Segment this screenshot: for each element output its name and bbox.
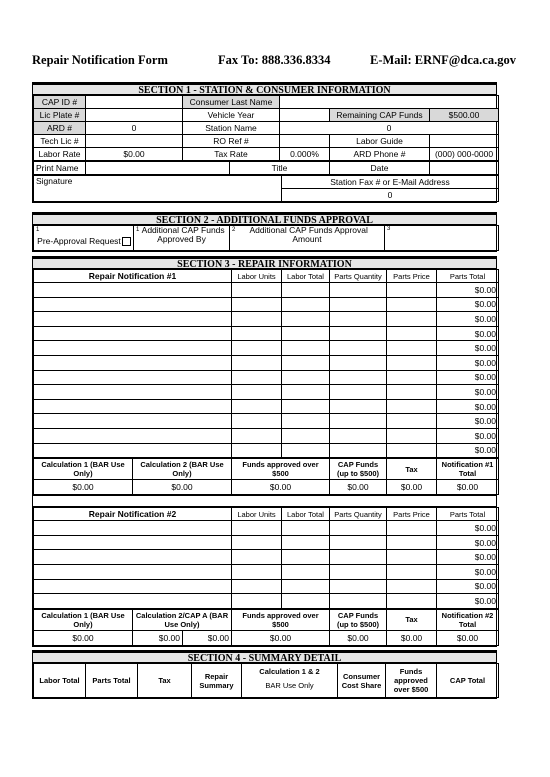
vehicle-year-field[interactable]	[280, 109, 330, 122]
summary-repair-summary-header: Repair Summary	[192, 664, 242, 698]
pre-approval-cell	[34, 226, 134, 251]
rn1-labor-units-cell[interactable]	[232, 283, 282, 298]
rn1-parts-total-cell: $0.00	[437, 341, 499, 356]
footnote-1b: 1	[136, 227, 140, 233]
section-2-title: SECTION 2 - ADDITIONAL FUNDS APPROVAL	[33, 213, 496, 225]
rn1-labor-total-cell[interactable]	[282, 312, 330, 327]
rn2-labor-total-cell[interactable]	[282, 594, 330, 609]
rn1-funds-over-value: $0.00	[232, 480, 330, 495]
rn1-labor-units-cell[interactable]	[232, 385, 282, 400]
rn2-row	[34, 564, 499, 579]
labor-rate-label: Labor Rate	[34, 148, 86, 161]
rn1-parts-quantity-cell[interactable]	[330, 312, 387, 327]
summary-calculation-header: Calculation 1 & 2	[259, 667, 320, 676]
rn1-description-cell[interactable]	[34, 428, 232, 443]
approval-amount-label: Additional CAP Funds Approval Amount	[249, 225, 368, 244]
rn1-cap-funds-value: $0.00	[330, 480, 387, 495]
rn1-parts-quantity-cell[interactable]	[330, 355, 387, 370]
approved-by-label: Additional CAP Funds Approved By	[141, 225, 225, 244]
ro-ref-field[interactable]	[280, 135, 330, 148]
rn1-description-cell[interactable]	[34, 355, 232, 370]
rn2-row	[34, 579, 499, 594]
rn2-parts-total-cell: $0.00	[437, 579, 499, 594]
ard-phone-label: ARD Phone #	[330, 148, 430, 161]
pre-approval-label: Pre-Approval Request	[37, 235, 121, 246]
print-name-field[interactable]	[86, 162, 230, 175]
station-name-label: Station Name	[183, 122, 280, 135]
rn2-row	[34, 535, 499, 550]
summary-tax-header: Tax	[138, 664, 192, 698]
rn1-row	[34, 428, 499, 443]
tech-lic-field[interactable]	[86, 135, 183, 148]
lic-plate-field[interactable]	[86, 109, 183, 122]
rn1-row	[34, 385, 499, 400]
rn1-parts-price-cell[interactable]	[387, 326, 437, 341]
rn1-row	[34, 443, 499, 458]
rn1-description-cell[interactable]	[34, 297, 232, 312]
rn2-header-labor-units: Labor Units	[232, 508, 282, 521]
vehicle-year-label: Vehicle Year	[183, 109, 280, 122]
rn1-labor-total-cell[interactable]	[282, 370, 330, 385]
rn1-parts-price-cell[interactable]	[387, 283, 437, 298]
rn2-calculation-table	[33, 609, 499, 646]
rn2-parts-quantity-cell[interactable]	[330, 594, 387, 609]
section-3-title: SECTION 3 - REPAIR INFORMATION	[33, 257, 496, 269]
rn1-parts-quantity-cell[interactable]	[330, 428, 387, 443]
approved-by-cell[interactable]	[134, 226, 230, 251]
rn1-parts-total-cell: $0.00	[437, 355, 499, 370]
rn1-parts-total-cell: $0.00	[437, 312, 499, 327]
rn1-labor-total-cell[interactable]	[282, 443, 330, 458]
footnote-2: 2	[232, 227, 236, 233]
labor-guide-label: Labor Guide	[330, 135, 430, 148]
tax-rate-value[interactable]: 0.000%	[280, 148, 330, 161]
rn1-row	[34, 312, 499, 327]
rn1-parts-total-cell: $0.00	[437, 370, 499, 385]
rn1-header-labor-units: Labor Units	[232, 270, 282, 283]
labor-rate-value[interactable]: $0.00	[86, 148, 183, 161]
rn1-parts-quantity-cell[interactable]	[330, 283, 387, 298]
signature-field[interactable]	[34, 176, 282, 202]
labor-guide-field[interactable]	[430, 135, 499, 148]
rn1-cap-funds-header: CAP Funds (up to $500)	[330, 459, 387, 480]
rn1-labor-units-cell[interactable]	[232, 443, 282, 458]
rn1-calc1-value: $0.00	[34, 480, 133, 495]
rn1-description-cell[interactable]	[34, 443, 232, 458]
rn1-parts-price-cell[interactable]	[387, 341, 437, 356]
section-2-additional-funds	[32, 212, 497, 252]
rn2-parts-total-cell: $0.00	[437, 550, 499, 565]
rn1-parts-price-cell[interactable]	[387, 297, 437, 312]
print-name-label: Print Name	[34, 162, 86, 175]
rn2-calc1-header: Calculation 1 (BAR Use Only)	[34, 609, 133, 630]
summary-cap-total-header: CAP Total	[437, 664, 499, 698]
rn2-parts-quantity-cell[interactable]	[330, 550, 387, 565]
rn2-header-parts-price: Parts Price	[387, 508, 437, 521]
rn2-tax-value: $0.00	[387, 630, 437, 645]
rn1-total-header: Notification #1 Total	[437, 459, 499, 480]
rn2-total-header: Notification #2 Total	[437, 609, 499, 630]
cap-id-field[interactable]	[86, 96, 183, 109]
date-label: Date	[330, 162, 430, 175]
station-fax-label: Station Fax # or E-Mail Address	[282, 176, 499, 189]
rn1-row	[34, 399, 499, 414]
rn1-row	[34, 326, 499, 341]
rn1-row	[34, 355, 499, 370]
rn2-total-value: $0.00	[437, 630, 499, 645]
ro-ref-label: RO Ref #	[183, 135, 280, 148]
summary-calculation-cell	[242, 664, 338, 698]
rn1-description-cell[interactable]	[34, 385, 232, 400]
rn1-parts-price-cell[interactable]	[387, 370, 437, 385]
rn1-header-parts-total: Parts Total	[437, 270, 499, 283]
rn2-header-labor-total: Labor Total	[282, 508, 330, 521]
rn1-parts-price-cell[interactable]	[387, 443, 437, 458]
rn1-labor-units-cell[interactable]	[232, 370, 282, 385]
rn1-parts-price-cell[interactable]	[387, 428, 437, 443]
rn2-parts-price-cell[interactable]	[387, 594, 437, 609]
summary-bar-use-only: BAR Use Only	[265, 681, 314, 690]
rn2-labor-total-cell[interactable]	[282, 521, 330, 536]
rn2-labor-units-cell[interactable]	[232, 535, 282, 550]
rn2-parts-price-cell[interactable]	[387, 579, 437, 594]
section-1-title: SECTION 1 - STATION & CONSUMER INFORMATION	[33, 83, 496, 95]
rn1-parts-total-cell: $0.00	[437, 297, 499, 312]
rn1-funds-over-header: Funds approved over $500	[232, 459, 330, 480]
rn1-labor-total-cell[interactable]	[282, 297, 330, 312]
repair-notification-2-table	[33, 507, 499, 609]
ard-label: ARD #	[34, 122, 86, 135]
rn1-labor-total-cell[interactable]	[282, 428, 330, 443]
rn2-calc2b-value: $0.00	[183, 630, 232, 645]
rn2-title: Repair Notification #2	[34, 508, 232, 521]
rn1-description-cell[interactable]	[34, 399, 232, 414]
rn1-labor-total-cell[interactable]	[282, 326, 330, 341]
remaining-cap-funds-value: $500.00	[430, 109, 499, 122]
section-2-cell-4[interactable]	[385, 226, 499, 251]
rn1-calc1-header: Calculation 1 (BAR Use Only)	[34, 459, 133, 480]
rn1-tax-header: Tax	[387, 459, 437, 480]
summary-parts-total-header: Parts Total	[86, 664, 138, 698]
rn2-labor-units-cell[interactable]	[232, 594, 282, 609]
rn1-description-cell[interactable]	[34, 312, 232, 327]
section-4-title: SECTION 4 - SUMMARY DETAIL	[33, 651, 496, 663]
rn2-header-parts-total: Parts Total	[437, 508, 499, 521]
rn1-header-parts-price: Parts Price	[387, 270, 437, 283]
rn2-labor-units-cell[interactable]	[232, 521, 282, 536]
rn1-description-cell[interactable]	[34, 341, 232, 356]
rn2-parts-price-cell[interactable]	[387, 521, 437, 536]
rn1-parts-price-cell[interactable]	[387, 399, 437, 414]
rn1-parts-price-cell[interactable]	[387, 414, 437, 429]
rn1-row	[34, 297, 499, 312]
rn1-title: Repair Notification #1	[34, 270, 232, 283]
section-3-repair-info	[32, 256, 497, 647]
rn2-parts-price-cell[interactable]	[387, 564, 437, 579]
signature-label: Signature	[36, 176, 73, 186]
rn2-labor-total-cell[interactable]	[282, 550, 330, 565]
rn1-labor-units-cell[interactable]	[232, 326, 282, 341]
repair-notification-1-table	[33, 269, 499, 458]
rn2-description-cell[interactable]	[34, 521, 232, 536]
rn2-labor-units-cell[interactable]	[232, 564, 282, 579]
rn1-parts-total-cell: $0.00	[437, 326, 499, 341]
rn1-labor-total-cell[interactable]	[282, 385, 330, 400]
ard-phone-value[interactable]: (000) 000-0000	[430, 148, 499, 161]
rn2-tax-header: Tax	[387, 609, 437, 630]
footnote-1: 1	[36, 227, 40, 233]
rn1-labor-total-cell[interactable]	[282, 283, 330, 298]
lic-plate-label: Lic Plate #	[34, 109, 86, 122]
rn1-parts-total-cell: $0.00	[437, 399, 499, 414]
rn1-description-cell[interactable]	[34, 326, 232, 341]
rn2-description-cell[interactable]	[34, 564, 232, 579]
rn1-header-parts-quantity: Parts Quantity	[330, 270, 387, 283]
form-title: Repair Notification Form	[32, 53, 168, 67]
rn2-header-parts-quantity: Parts Quantity	[330, 508, 387, 521]
date-field[interactable]	[430, 162, 499, 175]
rn1-parts-quantity-cell[interactable]	[330, 326, 387, 341]
tax-rate-label: Tax Rate	[183, 148, 280, 161]
rn1-labor-total-cell[interactable]	[282, 341, 330, 356]
section-4-summary	[32, 650, 497, 699]
rn2-description-cell[interactable]	[34, 535, 232, 550]
consumer-last-name-field[interactable]	[280, 96, 499, 109]
rn2-calc1-value: $0.00	[34, 630, 133, 645]
approval-amount-cell[interactable]	[230, 226, 385, 251]
rn1-description-cell[interactable]	[34, 283, 232, 298]
rn1-parts-quantity-cell[interactable]	[330, 341, 387, 356]
tech-lic-label: Tech Lic #	[34, 135, 86, 148]
rn2-description-cell[interactable]	[34, 594, 232, 609]
rn1-tax-value: $0.00	[387, 480, 437, 495]
rn1-parts-quantity-cell[interactable]	[330, 399, 387, 414]
email-address: E-Mail: ERNF@dca.ca.gov	[370, 53, 516, 67]
rn2-row	[34, 550, 499, 565]
consumer-last-name-label: Consumer Last Name	[183, 96, 280, 109]
rn1-calc2-value: $0.00	[133, 480, 232, 495]
rn1-labor-total-cell[interactable]	[282, 414, 330, 429]
summary-labor-total-header: Labor Total	[34, 664, 86, 698]
rn1-description-cell[interactable]	[34, 370, 232, 385]
summary-funds-over-header: Funds approved over $500	[386, 664, 437, 698]
rn2-labor-total-cell[interactable]	[282, 535, 330, 550]
footnote-3: 3	[387, 226, 391, 233]
rn2-row	[34, 594, 499, 609]
rn1-row	[34, 414, 499, 429]
rn2-labor-units-cell[interactable]	[232, 579, 282, 594]
rn2-funds-over-header: Funds approved over $500	[232, 609, 330, 630]
rn1-parts-quantity-cell[interactable]	[330, 385, 387, 400]
rn1-parts-price-cell[interactable]	[387, 312, 437, 327]
rn1-labor-units-cell[interactable]	[232, 414, 282, 429]
rn2-cap-funds-header: CAP Funds (up to $500)	[330, 609, 387, 630]
rn2-parts-total-cell: $0.00	[437, 564, 499, 579]
rn2-parts-quantity-cell[interactable]	[330, 579, 387, 594]
title-label: Title	[230, 162, 330, 175]
rn2-cap-funds-value: $0.00	[330, 630, 387, 645]
rn2-funds-over-value: $0.00	[232, 630, 330, 645]
rn1-parts-quantity-cell[interactable]	[330, 297, 387, 312]
rn2-labor-total-cell[interactable]	[282, 564, 330, 579]
rn1-header-labor-total: Labor Total	[282, 270, 330, 283]
rn1-parts-total-cell: $0.00	[437, 414, 499, 429]
rn1-row	[34, 370, 499, 385]
rn1-parts-quantity-cell[interactable]	[330, 414, 387, 429]
cap-id-label: CAP ID #	[34, 96, 86, 109]
rn2-calc2-header: Calculation 2/CAP A (BAR Use Only)	[133, 609, 232, 630]
rn1-calculation-table	[33, 458, 499, 495]
rn2-parts-quantity-cell[interactable]	[330, 564, 387, 579]
summary-consumer-cost-share-header: Consumer Cost Share	[338, 664, 386, 698]
rn2-description-cell[interactable]	[34, 550, 232, 565]
pre-approval-checkbox[interactable]	[122, 237, 131, 246]
rn1-parts-total-cell: $0.00	[437, 283, 499, 298]
ard-value[interactable]: 0	[86, 122, 183, 135]
rn1-parts-price-cell[interactable]	[387, 385, 437, 400]
rn2-parts-quantity-cell[interactable]	[330, 535, 387, 550]
rn1-parts-quantity-cell[interactable]	[330, 443, 387, 458]
rn2-parts-price-cell[interactable]	[387, 535, 437, 550]
rn1-total-value: $0.00	[437, 480, 499, 495]
fax-number: Fax To: 888.336.8334	[218, 53, 331, 67]
rn1-labor-units-cell[interactable]	[232, 399, 282, 414]
rn2-labor-total-cell[interactable]	[282, 579, 330, 594]
rn1-description-cell[interactable]	[34, 414, 232, 429]
rn1-labor-units-cell[interactable]	[232, 312, 282, 327]
rn1-parts-price-cell[interactable]	[387, 355, 437, 370]
rn2-parts-total-cell: $0.00	[437, 594, 499, 609]
rn1-labor-total-cell[interactable]	[282, 355, 330, 370]
rn1-row	[34, 341, 499, 356]
rn1-labor-units-cell[interactable]	[232, 355, 282, 370]
rn1-parts-total-cell: $0.00	[437, 443, 499, 458]
rn2-parts-price-cell[interactable]	[387, 550, 437, 565]
rn1-labor-units-cell[interactable]	[232, 428, 282, 443]
rn1-parts-total-cell: $0.00	[437, 385, 499, 400]
rn1-labor-total-cell[interactable]	[282, 399, 330, 414]
rn1-parts-total-cell: $0.00	[437, 428, 499, 443]
rn1-parts-quantity-cell[interactable]	[330, 370, 387, 385]
rn2-parts-quantity-cell[interactable]	[330, 521, 387, 536]
station-name-value[interactable]: 0	[280, 122, 499, 135]
rn2-labor-units-cell[interactable]	[232, 550, 282, 565]
rn1-labor-units-cell[interactable]	[232, 297, 282, 312]
section-1-station-consumer	[32, 82, 497, 203]
rn2-calc2a-value: $0.00	[133, 630, 183, 645]
station-fax-value[interactable]: 0	[282, 189, 499, 202]
rn2-parts-total-cell: $0.00	[437, 535, 499, 550]
rn1-labor-units-cell[interactable]	[232, 341, 282, 356]
rn1-calc2-header: Calculation 2 (BAR Use Only)	[133, 459, 232, 480]
rn1-row	[34, 283, 499, 298]
rn2-row	[34, 521, 499, 536]
rn2-parts-total-cell: $0.00	[437, 521, 499, 536]
rn2-description-cell[interactable]	[34, 579, 232, 594]
remaining-cap-funds-label: Remaining CAP Funds	[330, 109, 430, 122]
